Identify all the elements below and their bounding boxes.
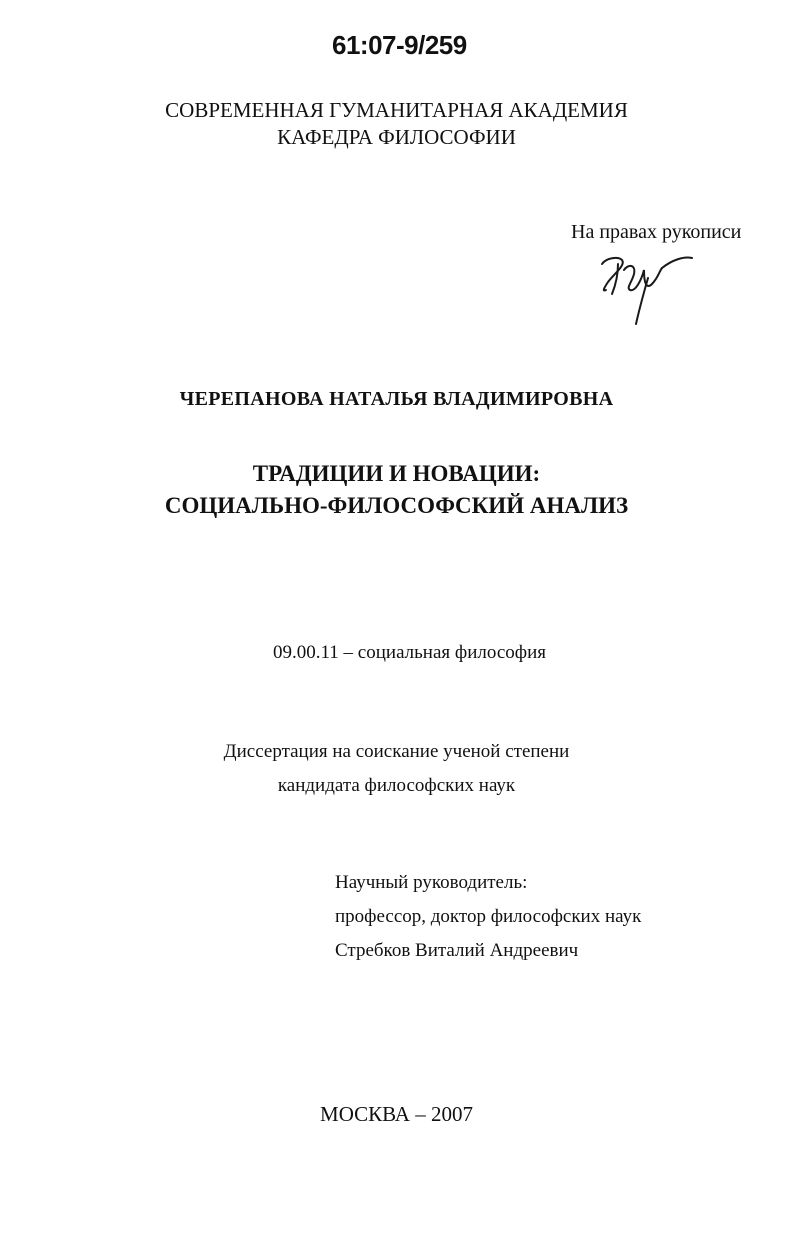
supervisor-block: [335, 866, 641, 968]
supervisor-label: Научный руководитель:: [335, 872, 528, 893]
title-line-1: ТРАДИЦИИ И НОВАЦИИ:: [252, 461, 541, 486]
archive-stamp-code: 61:07-9/259: [332, 30, 467, 60]
title-line-2: СОЦИАЛЬНО-ФИЛОСОФСКИЙ АНАЛИЗ: [164, 493, 629, 518]
author-name: ЧЕРЕПАНОВА НАТАЛЬЯ ВЛАДИМИРОВНА: [179, 388, 614, 410]
institution-department: КАФЕДРА ФИЛОСОФИИ: [277, 125, 516, 149]
dissertation-title: [0, 458, 793, 522]
degree-statement: [0, 735, 793, 803]
supervisor-name: Стребков Виталий Андреевич: [335, 940, 579, 961]
supervisor-rank: профессор, доктор философских наук: [335, 906, 642, 927]
handwritten-signature-icon: [596, 240, 706, 330]
degree-line-1: Диссертация на соискание ученой степени: [223, 741, 570, 762]
specialty-code: 09.00.11 – социальная философия: [273, 642, 546, 663]
manuscript-note: На правах рукописи: [571, 221, 742, 243]
degree-line-2: кандидата философских наук: [277, 775, 516, 796]
institution-academy: СОВРЕМЕННАЯ ГУМАНИТАРНАЯ АКАДЕМИЯ: [165, 98, 628, 122]
city-year: МОСКВА – 2007: [320, 1102, 473, 1126]
